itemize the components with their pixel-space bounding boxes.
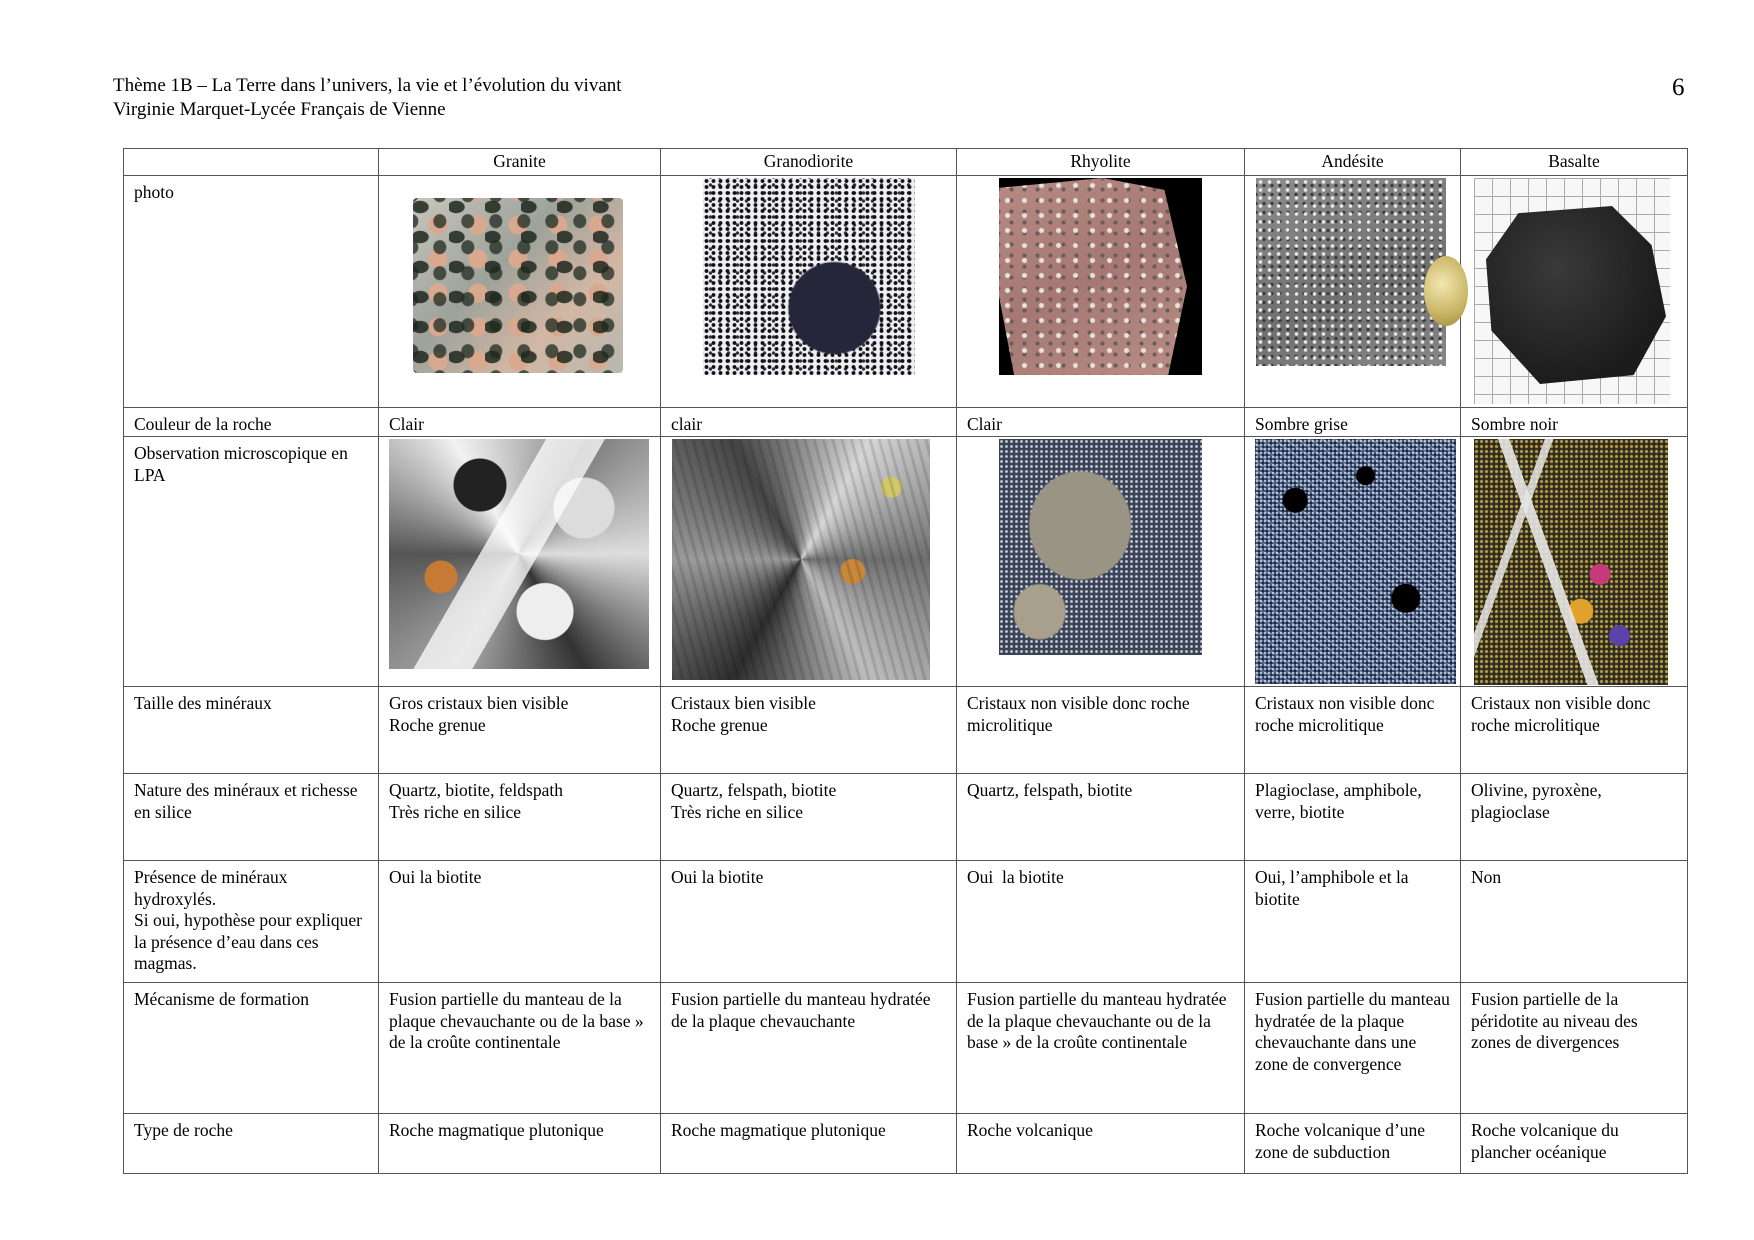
row-label-hydroxyles: Présence de minéraux hydroxylés. Si oui, hypothèse pour expliquer la présence d’eau dans ces magmas. <box>124 861 379 983</box>
type-basalte: Roche volcanique du plancher océanique <box>1461 1114 1688 1174</box>
mecanisme-basalte: Fusion partielle de la péridotite au niveau des zones de divergences <box>1461 983 1688 1114</box>
type-andesite: Roche volcanique d’une zone de subduction <box>1245 1114 1461 1174</box>
lpa-cell-rhyolite <box>957 437 1245 687</box>
lpa-cell-basalte <box>1461 437 1688 687</box>
taille-andesite: Cristaux non visible donc roche microlitique <box>1245 687 1461 774</box>
nature-rhyolite: Quartz, felspath, biotite <box>957 774 1245 861</box>
granite-lpa-image <box>389 439 649 669</box>
taille-rhyolite: Cristaux non visible donc roche microlitique <box>957 687 1245 774</box>
hydroxyles-rhyolite: Oui la biotite <box>957 861 1245 983</box>
basalte-sample <box>1486 206 1666 384</box>
row-label-taille: Taille des minéraux <box>124 687 379 774</box>
hydroxyles-granodiorite: Oui la biotite <box>661 861 957 983</box>
header-theme-line: Thème 1B – La Terre dans l’univers, la vie et l’évolution du vivant <box>113 75 622 96</box>
photo-cell-rhyolite <box>957 176 1245 408</box>
column-header-andesite: Andésite <box>1245 149 1461 176</box>
taille-granite: Gros cristaux bien visible Roche grenue <box>379 687 661 774</box>
basalte-lpa-image <box>1474 439 1668 685</box>
row-label-mecanisme: Mécanisme de formation <box>124 983 379 1114</box>
hydroxyles-granite: Oui la biotite <box>379 861 661 983</box>
row-label-nature: Nature des minéraux et richesse en silice <box>124 774 379 861</box>
couleur-row <box>124 408 1688 437</box>
type-row <box>124 1114 1688 1174</box>
granodiorite-photo <box>703 178 915 375</box>
column-header-rhyolite: Rhyolite <box>957 149 1245 176</box>
hydroxyles-andesite: Oui, l’amphibole et la biotite <box>1245 861 1461 983</box>
nature-granodiorite: Quartz, felspath, biotite Très riche en silice <box>661 774 957 861</box>
column-header-basalte: Basalte <box>1461 149 1688 176</box>
mecanisme-row <box>124 983 1688 1114</box>
lpa-cell-granite <box>379 437 661 687</box>
column-header-granite: Granite <box>379 149 661 176</box>
taille-row <box>124 687 1688 774</box>
row-label-lpa: Observation microscopique en LPA <box>124 437 379 687</box>
basalte-photo <box>1474 178 1670 404</box>
hydroxyles-basalte: Non <box>1461 861 1688 983</box>
hydroxyles-row <box>124 861 1688 983</box>
mecanisme-granodiorite: Fusion partielle du manteau hydratée de la plaque chevauchante <box>661 983 957 1114</box>
lpa-cell-granodiorite <box>661 437 957 687</box>
photo-cell-granite <box>379 176 661 408</box>
page-number: 6 <box>1672 74 1685 101</box>
rhyolite-lpa-image <box>999 439 1202 655</box>
type-granodiorite: Roche magmatique plutonique <box>661 1114 957 1174</box>
type-granite: Roche magmatique plutonique <box>379 1114 661 1174</box>
photo-cell-granodiorite <box>661 176 957 408</box>
couleur-andesite: Sombre grise <box>1245 408 1461 437</box>
column-header-granodiorite: Granodiorite <box>661 149 957 176</box>
header-empty-cell <box>124 149 379 176</box>
document-header <box>113 74 622 122</box>
table-header-row <box>124 149 1688 176</box>
mecanisme-granite: Fusion partielle du manteau de la plaque chevauchante ou de la base » de la croûte continentale <box>379 983 661 1114</box>
nature-andesite: Plagioclase, amphibole, verre, biotite <box>1245 774 1461 861</box>
couleur-rhyolite: Clair <box>957 408 1245 437</box>
photo-cell-andesite <box>1245 176 1461 408</box>
rock-comparison-table <box>123 148 1688 1174</box>
couleur-granite: Clair <box>379 408 661 437</box>
taille-basalte: Cristaux non visible donc roche microlitique <box>1461 687 1688 774</box>
row-label-couleur: Couleur de la roche <box>124 408 379 437</box>
lpa-cell-andesite <box>1245 437 1461 687</box>
lpa-row <box>124 437 1688 687</box>
photo-cell-basalte <box>1461 176 1688 408</box>
nature-row <box>124 774 1688 861</box>
nature-granite: Quartz, biotite, feldspath Très riche en silice <box>379 774 661 861</box>
couleur-granodiorite: clair <box>661 408 957 437</box>
nature-basalte: Olivine, pyroxène, plagioclase <box>1461 774 1688 861</box>
type-rhyolite: Roche volcanique <box>957 1114 1245 1174</box>
rhyolite-sample <box>999 178 1187 375</box>
couleur-basalte: Sombre noir <box>1461 408 1688 437</box>
header-author-line: Virginie Marquet-Lycée Français de Vienne <box>113 99 446 120</box>
rhyolite-photo <box>999 178 1202 375</box>
andesite-lpa-image <box>1255 439 1456 684</box>
row-label-type: Type de roche <box>124 1114 379 1174</box>
photo-row <box>124 176 1688 408</box>
mecanisme-andesite: Fusion partielle du manteau hydratée de la plaque chevauchante dans une zone de convergence <box>1245 983 1461 1114</box>
andesite-photo <box>1256 178 1446 366</box>
taille-granodiorite: Cristaux bien visible Roche grenue <box>661 687 957 774</box>
granodiorite-lpa-image <box>672 439 930 680</box>
row-label-photo: photo <box>124 176 379 408</box>
mecanisme-rhyolite: Fusion partielle du manteau hydratée de la plaque chevauchante ou de la base » de la croûte continentale <box>957 983 1245 1114</box>
granite-photo <box>413 198 623 373</box>
